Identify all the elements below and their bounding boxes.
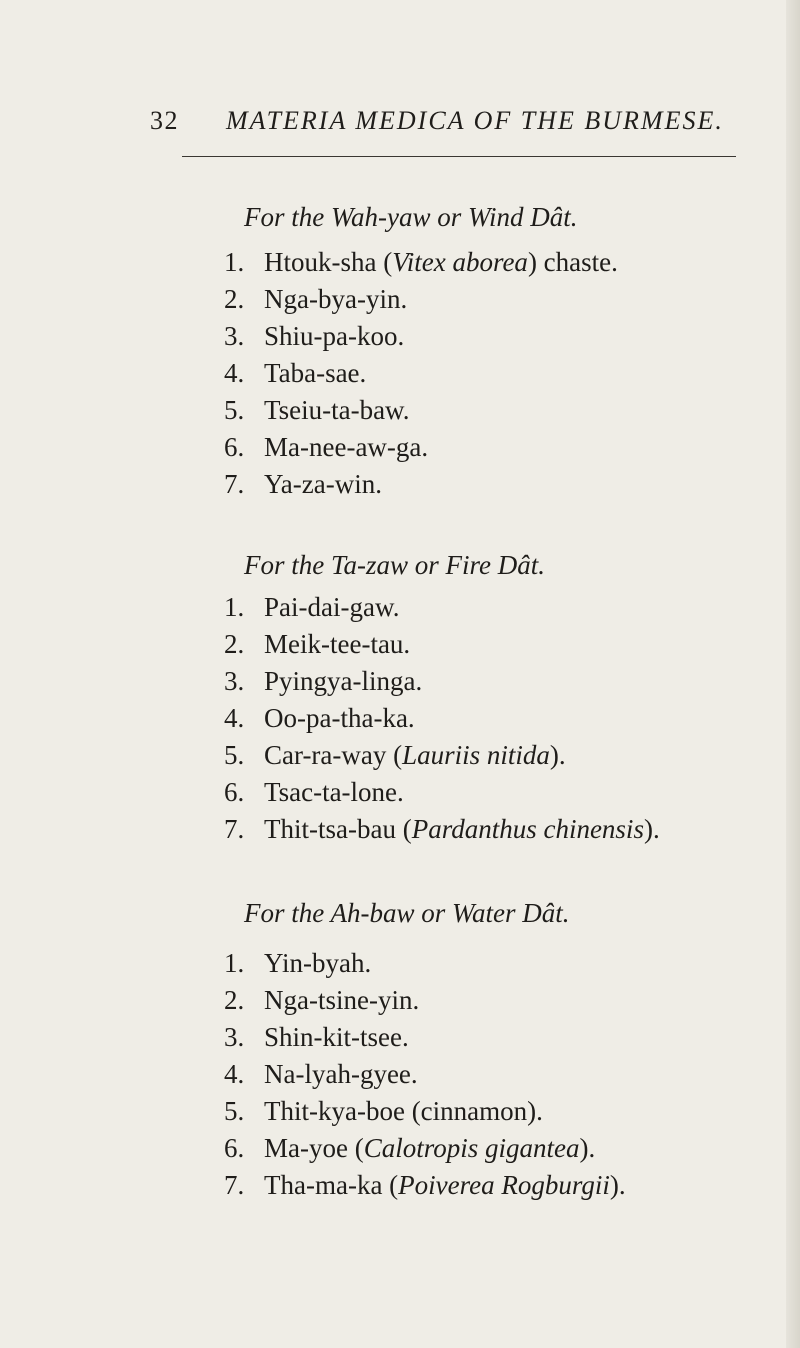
item-number: 1. — [224, 948, 245, 978]
item-number: 5. — [224, 740, 245, 770]
list-item — [224, 774, 404, 810]
section-title-fire: For the Ta-zaw or Fire Dât. — [244, 550, 546, 580]
item-name: Shin-kit-tsee. — [264, 1022, 409, 1052]
item-number: 2. — [224, 629, 245, 659]
header-rule — [182, 156, 736, 157]
list-item — [224, 429, 428, 465]
item-number: 6. — [224, 432, 245, 462]
running-head — [150, 106, 750, 146]
item-scientific-name: Vitex aborea — [392, 247, 528, 277]
item-number: 3. — [224, 321, 245, 351]
item-name: Oo-pa-tha-ka. — [264, 703, 415, 733]
item-number: 4. — [224, 358, 245, 388]
item-name: Nga-tsine-yin. — [264, 985, 420, 1015]
section-title-water: For the Ah-baw or Water Dât. — [244, 898, 570, 928]
item-name: Na-lyah-gyee. — [264, 1059, 418, 1089]
item-name: Ya-za-win. — [264, 469, 382, 499]
item-scientific-name: Lauriis nitida — [402, 740, 550, 770]
item-name: Shiu-pa-koo. — [264, 321, 405, 351]
item-suffix: ). — [549, 740, 566, 770]
list-item — [224, 982, 419, 1018]
item-name: Car-ra-way ( — [264, 740, 403, 770]
item-number: 6. — [224, 777, 245, 807]
list-item — [224, 811, 660, 847]
list-item — [224, 244, 618, 280]
item-name: Thit-tsa-bau ( — [264, 814, 412, 844]
item-number: 4. — [224, 703, 245, 733]
list-item — [224, 737, 566, 773]
item-name: Tsac-ta-lone. — [264, 777, 404, 807]
item-number: 5. — [224, 1096, 245, 1126]
list-item — [224, 1130, 595, 1166]
item-name: Pai-dai-gaw. — [264, 592, 400, 622]
item-scientific-name: Pardanthus chinensis — [411, 814, 644, 844]
item-number: 7. — [224, 814, 245, 844]
item-name: Taba-sae. — [264, 358, 367, 388]
item-name: Nga-bya-yin. — [264, 284, 408, 314]
item-name: Yin-byah. — [264, 948, 372, 978]
list-item — [224, 466, 382, 502]
item-name: Thit-kya-boe (cinnamon). — [264, 1096, 543, 1126]
item-number: 2. — [224, 985, 245, 1015]
item-number: 4. — [224, 1059, 245, 1089]
list-item — [224, 1019, 409, 1055]
running-title: MATERIA MEDICA OF THE BURMESE. — [226, 106, 724, 135]
list-item — [224, 663, 422, 699]
item-name: Htouk-sha ( — [264, 247, 393, 277]
item-name: Ma-yoe ( — [264, 1133, 364, 1163]
list-item — [224, 1167, 626, 1203]
item-suffix: ) chaste. — [527, 247, 618, 277]
list-item — [224, 392, 410, 428]
item-number: 1. — [224, 247, 245, 277]
item-number: 1. — [224, 592, 245, 622]
item-number: 3. — [224, 666, 245, 696]
section-title-wind: For the Wah-yaw or Wind Dât. — [244, 202, 578, 232]
list-item — [224, 281, 407, 317]
list-item — [224, 1056, 418, 1092]
list-item — [224, 945, 371, 981]
list-item — [224, 626, 410, 662]
item-name: Pyingya-linga. — [264, 666, 423, 696]
item-scientific-name: Calotropis gigantea — [363, 1133, 580, 1163]
list-item — [224, 700, 415, 736]
item-name: Tha-ma-ka ( — [264, 1170, 399, 1200]
item-number: 3. — [224, 1022, 245, 1052]
item-name: Meik-tee-tau. — [264, 629, 411, 659]
list-item — [224, 355, 366, 391]
list-item — [224, 318, 404, 354]
item-suffix: ). — [643, 814, 660, 844]
item-number: 5. — [224, 395, 245, 425]
item-name: Tseiu-ta-baw. — [264, 395, 410, 425]
list-item — [224, 1093, 543, 1129]
page-number: 32 — [150, 106, 179, 135]
item-number: 7. — [224, 1170, 245, 1200]
item-suffix: ). — [609, 1170, 626, 1200]
item-suffix: ). — [579, 1133, 596, 1163]
item-number: 2. — [224, 284, 245, 314]
list-item — [224, 589, 399, 625]
page-edge-shadow — [786, 0, 800, 1348]
item-number: 7. — [224, 469, 245, 499]
item-scientific-name: Poiverea Rogburgii — [398, 1170, 610, 1200]
item-number: 6. — [224, 1133, 245, 1163]
item-name: Ma-nee-aw-ga. — [264, 432, 429, 462]
